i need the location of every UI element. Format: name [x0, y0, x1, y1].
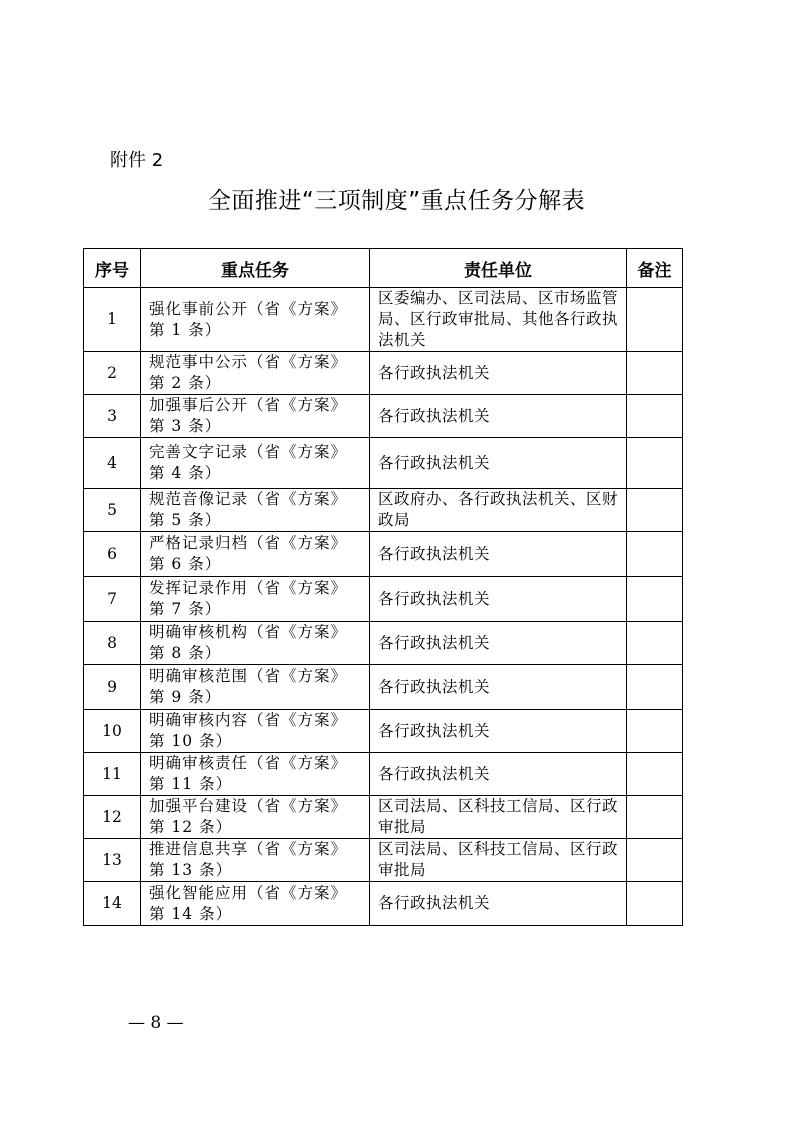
cell-unit: 各行政执法机关	[370, 395, 627, 438]
cell-note	[627, 352, 683, 395]
cell-no: 10	[84, 710, 141, 753]
table-row	[84, 489, 683, 532]
cell-task: 规范事中公示（省《方案》第 2 条）	[141, 352, 370, 395]
cell-no: 9	[84, 665, 141, 710]
cell-unit: 区司法局、区科技工信局、区行政审批局	[370, 839, 627, 882]
cell-task: 规范音像记录（省《方案》第 5 条）	[141, 489, 370, 532]
cell-no: 2	[84, 352, 141, 395]
cell-unit: 各行政执法机关	[370, 753, 627, 796]
column-header-unit: 责任单位	[370, 249, 627, 288]
cell-note	[627, 438, 683, 489]
cell-no: 4	[84, 438, 141, 489]
cell-no: 3	[84, 395, 141, 438]
cell-note	[627, 665, 683, 710]
cell-task: 完善文字记录（省《方案》第 4 条）	[141, 438, 370, 489]
cell-task: 发挥记录作用（省《方案》第 7 条）	[141, 577, 370, 622]
cell-note	[627, 577, 683, 622]
task-table	[83, 248, 683, 926]
table-row	[84, 710, 683, 753]
cell-unit: 区政府办、各行政执法机关、区财政局	[370, 489, 627, 532]
table-row	[84, 577, 683, 622]
cell-note	[627, 753, 683, 796]
page-number: — 8 —	[128, 1013, 184, 1033]
cell-note	[627, 395, 683, 438]
page-title: 全面推进“三项制度”重点任务分解表	[207, 188, 586, 214]
cell-task: 加强平台建设（省《方案》第 12 条）	[141, 796, 370, 839]
table-row	[84, 532, 683, 577]
attachment-label: 附件 2	[110, 150, 164, 171]
cell-task: 加强事后公开（省《方案》第 3 条）	[141, 395, 370, 438]
cell-task: 推进信息共享（省《方案》第 13 条）	[141, 839, 370, 882]
cell-unit: 各行政执法机关	[370, 532, 627, 577]
cell-unit: 各行政执法机关	[370, 665, 627, 710]
cell-unit: 各行政执法机关	[370, 710, 627, 753]
cell-note	[627, 882, 683, 926]
cell-no: 14	[84, 882, 141, 926]
table-row	[84, 882, 683, 926]
table-row	[84, 796, 683, 839]
cell-task: 强化智能应用（省《方案》第 14 条）	[141, 882, 370, 926]
cell-note	[627, 839, 683, 882]
cell-no: 8	[84, 622, 141, 665]
table-row	[84, 438, 683, 489]
table-row	[84, 352, 683, 395]
cell-unit: 各行政执法机关	[370, 438, 627, 489]
cell-task: 明确审核内容（省《方案》第 10 条）	[141, 710, 370, 753]
cell-no: 13	[84, 839, 141, 882]
cell-note	[627, 288, 683, 352]
cell-no: 1	[84, 288, 141, 352]
cell-note	[627, 489, 683, 532]
cell-note	[627, 532, 683, 577]
table-row	[84, 753, 683, 796]
cell-unit: 各行政执法机关	[370, 577, 627, 622]
table-row	[84, 622, 683, 665]
table-header-row	[84, 249, 683, 288]
column-header-note: 备注	[627, 249, 683, 288]
cell-unit: 各行政执法机关	[370, 622, 627, 665]
cell-no: 11	[84, 753, 141, 796]
column-header-no: 序号	[84, 249, 141, 288]
column-header-task: 重点任务	[141, 249, 370, 288]
cell-unit: 各行政执法机关	[370, 882, 627, 926]
cell-note	[627, 710, 683, 753]
cell-no: 6	[84, 532, 141, 577]
cell-no: 7	[84, 577, 141, 622]
table-row	[84, 288, 683, 352]
cell-note	[627, 796, 683, 839]
cell-task: 明确审核责任（省《方案》第 11 条）	[141, 753, 370, 796]
cell-unit: 区委编办、区司法局、区市场监管局、区行政审批局、其他各行政执法机关	[370, 288, 627, 352]
table-row	[84, 395, 683, 438]
cell-task: 强化事前公开（省《方案》第 1 条）	[141, 288, 370, 352]
cell-unit: 各行政执法机关	[370, 352, 627, 395]
cell-task: 明确审核范围（省《方案》第 9 条）	[141, 665, 370, 710]
cell-unit: 区司法局、区科技工信局、区行政审批局	[370, 796, 627, 839]
cell-note	[627, 622, 683, 665]
cell-task: 明确审核机构（省《方案》第 8 条）	[141, 622, 370, 665]
cell-no: 12	[84, 796, 141, 839]
cell-task: 严格记录归档（省《方案》第 6 条）	[141, 532, 370, 577]
cell-no: 5	[84, 489, 141, 532]
table-row	[84, 839, 683, 882]
table-row	[84, 665, 683, 710]
